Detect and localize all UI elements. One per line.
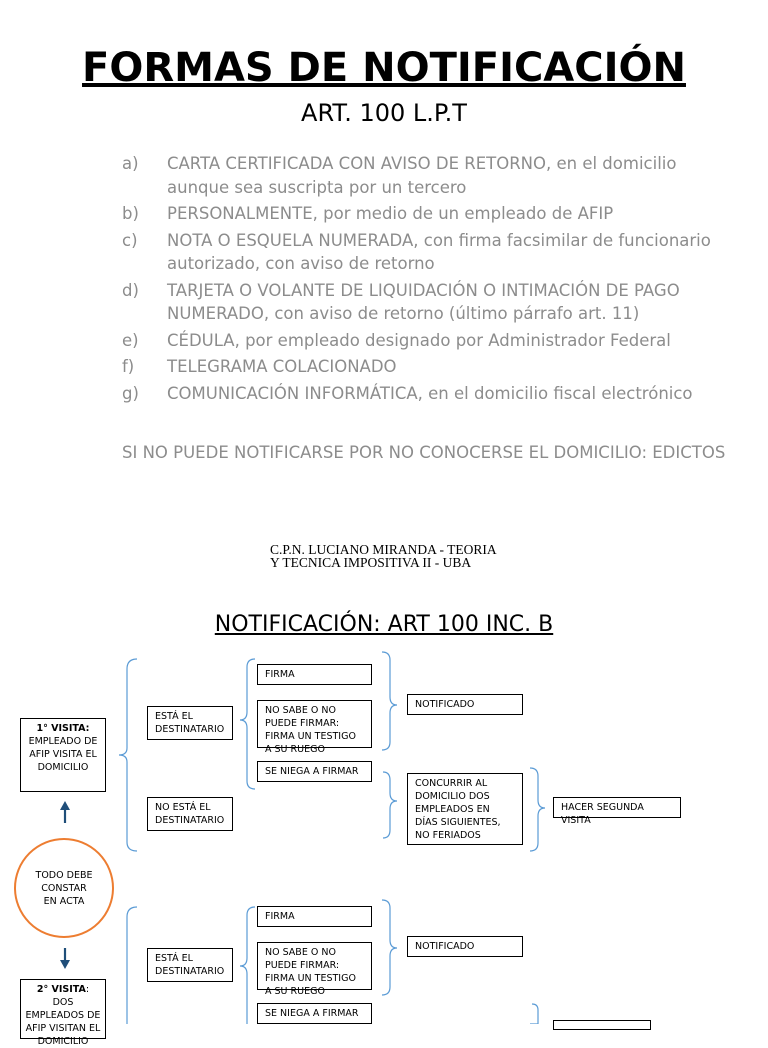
list-marker: b) [122, 204, 139, 223]
bracket-esta-1 [240, 659, 255, 789]
bracket-notificado-1 [382, 652, 397, 750]
bracket-esta-2 [240, 907, 255, 1024]
acta-circle [14, 838, 114, 938]
visit-1-box [20, 718, 106, 792]
partial-box [553, 1020, 651, 1030]
list-item-text: NOTA O ESQUELA NUMERADA, con firma facsimilar de funcionario autorizado, con aviso de retorno [167, 230, 711, 273]
list-marker: g) [122, 383, 139, 403]
list-marker: d) [122, 280, 139, 300]
list-item-text: TELEGRAMA COLACIONADO [167, 357, 397, 376]
bracket-visit1 [119, 659, 137, 851]
list-item-text: PERSONALMENTE, por medio de un empleado de AFIP [167, 204, 614, 223]
esta-destinatario-box-2: ESTÁ EL DESTINATARIO [147, 948, 233, 982]
list-item-text: TARJETA O VOLANTE DE LIQUIDACIÓN O INTIMACIÓN DE PAGO NUMERADO, con aviso de retorno (último párrafo art. 11) [167, 280, 680, 323]
firma-box-1: FIRMA [257, 664, 372, 685]
author-footer: C.P.N. LUCIANO MIRANDA - TEORIA Y TECNICA IMPOSITIVA II - UBA [270, 543, 496, 570]
bracket-notificado-2 [382, 900, 397, 995]
acta-circle-text: TODO DEBE CONSTAR EN ACTA [35, 869, 93, 907]
no-esta-destinatario-box: NO ESTÁ EL DESTINATARIO [147, 797, 233, 831]
arrow-down-icon [60, 948, 70, 969]
visit-1-label: 1° VISITA: [36, 723, 90, 734]
bracket-partial [530, 1004, 538, 1024]
arrow-up-icon [60, 801, 70, 823]
list-marker: f) [122, 357, 135, 376]
bracket-visit2 [127, 907, 137, 1024]
visit-2-box [20, 979, 106, 1047]
edictos-note: SI NO PUEDE NOTIFICARSE POR NO CONOCERSE EL DOMICILIO: EDICTOS [122, 443, 726, 462]
list-marker: a) [122, 154, 139, 173]
firma-box-2: FIRMA [257, 906, 372, 927]
list-marker: e) [122, 330, 139, 350]
visit-2-text: : DOS EMPLEADOS DE AFIP VISITAN EL DOMICILIO [25, 984, 101, 1047]
bracket-segunda-visita [530, 768, 545, 851]
list-marker: c) [122, 230, 138, 250]
no-sabe-box-2: NO SABE O NO PUEDE FIRMAR: FIRMA UN TESTIGO A SU RUEGO [257, 942, 372, 990]
list-item-text: CARTA CERTIFICADA CON AVISO DE RETORNO, en el domicilio aunque sea suscripta por un tercero [167, 154, 677, 197]
visit-1-text: EMPLEADO DE AFIP VISITA EL DOMICILIO [28, 736, 98, 773]
bracket-concurrir [383, 772, 397, 838]
slide-subtitle: ART. 100 L.P.T [301, 99, 467, 127]
visit-2-label: 2° VISITA [36, 984, 86, 995]
se-niega-box-1: SE NIEGA A FIRMAR [257, 761, 372, 782]
notificado-box-2: NOTIFICADO [407, 936, 523, 957]
list-item-text: CÉDULA, por empleado designado por Administrador Federal [167, 330, 671, 350]
se-niega-box-2: SE NIEGA A FIRMAR [257, 1003, 372, 1024]
esta-destinatario-box-1: ESTÁ EL DESTINATARIO [147, 706, 233, 740]
list-item-text: COMUNICACIÓN INFORMÁTICA, en el domicilio fiscal electrónico [167, 383, 693, 403]
diagram-title: NOTIFICACIÓN: ART 100 INC. B [214, 612, 554, 637]
slide-title: FORMAS DE NOTIFICACIÓN [82, 45, 686, 91]
notificado-box-1: NOTIFICADO [407, 694, 523, 715]
concurrir-box: CONCURRIR AL DOMICILIO DOS EMPLEADOS EN DÍAS SIGUIENTES, NO FERIADOS [407, 773, 523, 845]
segunda-visita-box: HACER SEGUNDA VISITA [553, 797, 681, 818]
no-sabe-box-1: NO SABE O NO PUEDE FIRMAR: FIRMA UN TESTIGO A SU RUEGO [257, 700, 372, 748]
